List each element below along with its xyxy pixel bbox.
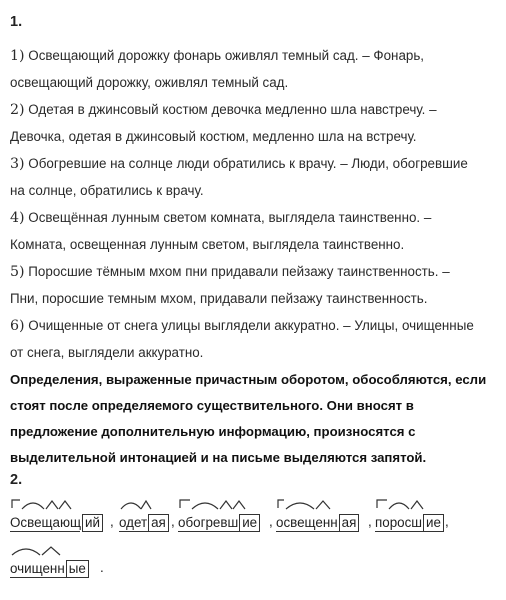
item-1-line-2: освещающий дорожку, оживлял темный сад.: [10, 75, 289, 90]
section-2-number: 2.: [10, 472, 23, 488]
separator-4: ,: [368, 514, 372, 529]
item-3-text-1: Обогревшие на солнце люди обратились к врачу. – Люди, обогревшие: [28, 156, 468, 171]
rule-line-2: стоят после определяемого существительного. Они вносят в: [10, 398, 414, 413]
item-4-line-2: Комната, освещенная лунным светом, выглядела таинственно.: [10, 237, 405, 252]
section-1-number: 1.: [10, 14, 23, 30]
separator-5: ,: [445, 514, 449, 529]
word-5-ending: ие: [423, 514, 444, 532]
separator-2: ,: [171, 514, 175, 529]
item-1-line-1: [10, 47, 502, 65]
prefix-root-suffix-marks-icon: [10, 496, 120, 514]
item-2-line-2: Девочка, одетая в джинсовый костюм, медленно шла на встречу.: [10, 129, 417, 144]
item-3-number: 3): [10, 156, 25, 172]
item-2-line-1: [10, 101, 502, 119]
item-5-text-1: Поросшие тёмным мхом пни придавали пейзажу таинственность. –: [28, 264, 450, 279]
prefix-root-suffix-marks-icon: [375, 496, 445, 514]
item-6-line-2: от снега, выглядели аккуратно.: [10, 345, 204, 360]
item-2-text-1: Одетая в джинсовый костюм девочка медленно шла навстречу. –: [28, 102, 437, 117]
word-3-ending: ие: [239, 514, 260, 532]
prefix-root-suffix-marks-icon: [276, 496, 356, 514]
root-suffix-marks-icon: [10, 542, 90, 560]
item-4-number: 4): [10, 210, 25, 226]
item-6-line-1: [10, 317, 502, 335]
stem-underline: [119, 531, 151, 532]
item-5-number: 5): [10, 264, 25, 280]
item-2-number: 2): [10, 102, 25, 118]
stem-underline: [375, 531, 423, 532]
separator-3: ,: [269, 514, 273, 529]
prefix-root-suffix-marks-icon: [178, 496, 258, 514]
item-6-number: 6): [10, 318, 25, 334]
word-3-stem: обогревш: [178, 515, 239, 530]
item-4-text-1: Освещённая лунным светом комната, выглядела таинственно. –: [28, 210, 432, 225]
word-6-ending: ые: [66, 560, 89, 578]
rule-line-3: предложение дополнительную информацию, произносятся с: [10, 424, 416, 439]
word-6-stem: очищенн: [10, 561, 65, 576]
rule-line-1: Определения, выраженные причастным оборотом, обособляются, если: [10, 372, 487, 387]
word-2-stem: одет: [119, 515, 148, 530]
parse-row-1: [10, 496, 502, 536]
rule-line-4: выделительной интонацией и на письме выделяются запятой.: [10, 450, 427, 465]
item-3-line-1: [10, 155, 502, 173]
word-1-ending: ий: [82, 514, 103, 532]
word-5-stem: поросш: [375, 515, 423, 530]
stem-underline: [178, 531, 244, 532]
item-5-line-2: Пни, поросшие темным мхом, придавали пейзажу таинственность.: [10, 291, 428, 306]
stem-underline: [276, 531, 342, 532]
stem-underline: [10, 531, 80, 532]
word-4-ending: ая: [339, 514, 360, 532]
word-1-stem: Освещающ: [10, 515, 82, 530]
item-6-text-1: Очищенные от снега улицы выглядели аккуратно. – Улицы, очищенные: [28, 318, 474, 333]
separator-1: ,: [110, 514, 114, 529]
item-1-number: 1): [10, 48, 25, 64]
word-2-ending: ая: [148, 514, 169, 532]
item-1-text-1: Освещающий дорожку фонарь оживлял темный сад. – Фонарь,: [28, 48, 425, 63]
parse-row-2: [10, 542, 502, 582]
word-4-stem: освещенн: [276, 515, 338, 530]
item-3-line-2: на солнце, обратились к врачу.: [10, 183, 204, 198]
item-5-line-1: [10, 263, 502, 281]
item-4-line-1: [10, 209, 502, 227]
prefix-root-suffix-marks-icon: [119, 496, 179, 514]
separator-6: .: [100, 560, 104, 575]
stem-underline: [10, 577, 68, 578]
